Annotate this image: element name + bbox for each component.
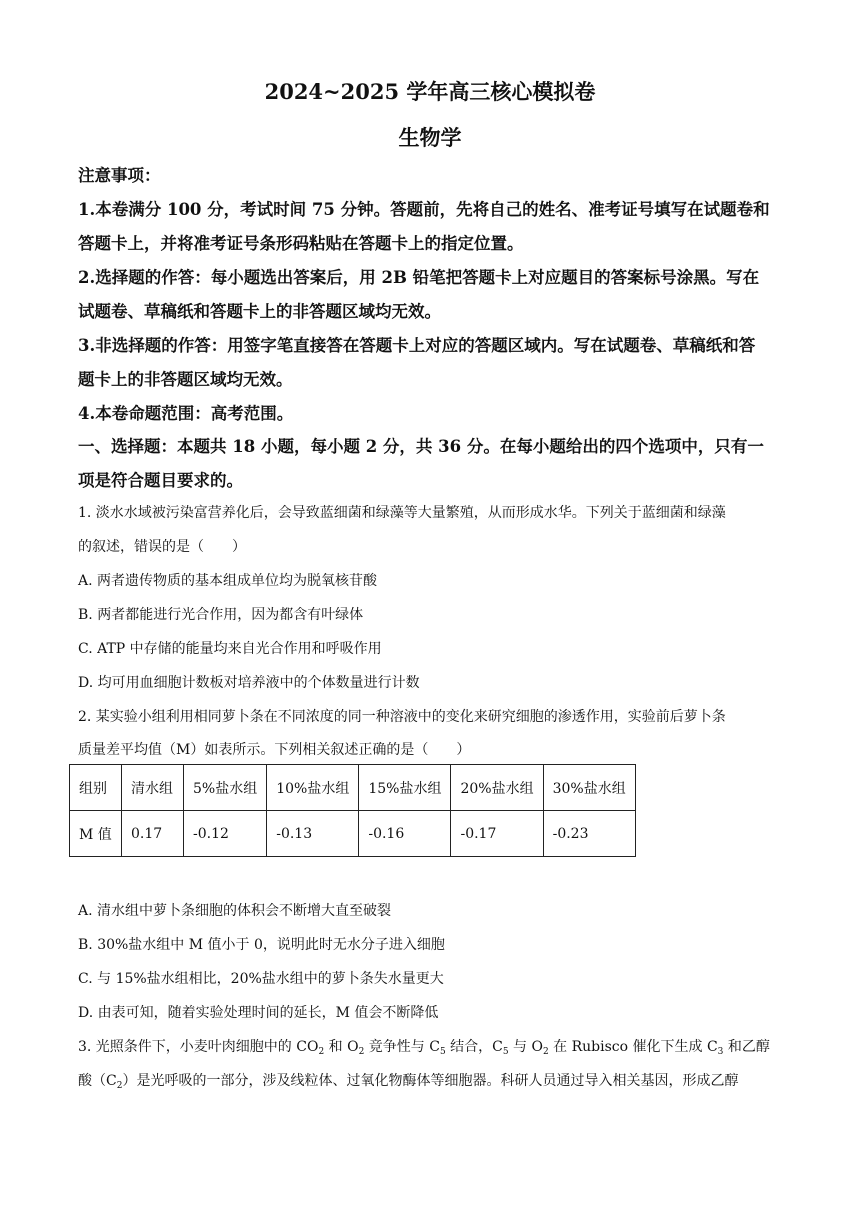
option-b: B. 30%盐水组中 M 值小于 0，说明此时无水分子进入细胞 [78,937,445,953]
section-line: 一、选择题：本题共 18 小题，每小题 2 分，共 36 分。在每小题给出的四个选项中，只有一 [78,437,764,456]
table-cell: 20%盐水组 [451,765,543,811]
notes-line: 题卡上的非答题区域均无效。 [78,370,293,389]
question-stem: 2. 某实验小组利用相同萝卜条在不同浓度的同一种溶液中的变化来研究细胞的渗透作用，实验前后萝卜条 [78,709,726,725]
notes-line: 3.非选择题的作答：用签字笔直接答在答题卡上对应的答题区域内。写在试题卷、草稿纸和答 [78,336,756,355]
table-cell: 10%盐水组 [267,765,359,811]
exam-title: 2024~2025 学年高三核心模拟卷 [264,79,596,104]
option-c: C. 与 15%盐水组相比，20%盐水组中的萝卜条失水量更大 [78,971,444,987]
table-cell: -0.23 [543,811,635,857]
table-cell: M 值 [70,811,122,857]
table-cell: 0.17 [122,811,184,857]
option-b: B. 两者都能进行光合作用，因为都含有叶绿体 [78,607,364,623]
notes-line: 答题卡上，并将准考证号条形码粘贴在答题卡上的指定位置。 [78,234,524,253]
question-stem: 3. 光照条件下，小麦叶肉细胞中的 $CO_2$ 和 $O_2$ 竞争性与 $C_5$ 结合，$C_5$ 与 $O_2$ 在 Rubisco 催化下生成 $C_3$ 和乙醇 [78,1039,770,1057]
data-table [69,764,636,857]
table-cell: 30%盐水组 [543,765,635,811]
table-cell: -0.13 [267,811,359,857]
section-line: 项是符合题目要求的。 [78,471,243,490]
notes-line: 2.选择题的作答：每小题选出答案后，用 2B 铅笔把答题卡上对应题目的答案标号涂黑。写在 [78,268,760,287]
notes-line: 试题卷、草稿纸和答题卡上的非答题区域均无效。 [78,302,441,321]
table-row [70,811,636,857]
notes-line: 4.本卷命题范围：高考范围。 [78,404,294,423]
table-cell: -0.12 [184,811,267,857]
table-cell: -0.16 [359,811,451,857]
option-a: A. 两者遗传物质的基本组成单位均为脱氧核苷酸 [78,573,378,589]
option-d: D. 由表可知，随着实验处理时间的延长，M 值会不断降低 [78,1005,439,1021]
notes-line: 1.本卷满分 100 分，考试时间 75 分钟。答题前，先将自己的姓名、准考证号填写在试题卷和 [78,200,770,219]
table-cell: 15%盐水组 [359,765,451,811]
question-stem: 酸$(C_2)$是光呼吸的一部分，涉及线粒体、过氧化物酶体等细胞器。科研人员通过导入相关基因，形成乙醇 [78,1073,739,1091]
table-cell: 组别 [70,765,122,811]
option-d: D. 均可用血细胞计数板对培养液中的个体数量进行计数 [78,675,420,691]
question-stem: 质量差平均值（M）如表所示。下列相关叙述正确的是（ ） [78,742,471,758]
question-stem: 的叙述，错误的是（ ） [78,539,246,555]
table-cell: -0.17 [451,811,543,857]
question-stem: 1. 淡水水域被污染富营养化后，会导致蓝细菌和绿藻等大量繁殖，从而形成水华。下列关于蓝细菌和绿藻 [78,505,726,521]
table-header-row [70,765,636,811]
table-cell: 清水组 [122,765,184,811]
notes-heading: 注意事项： [78,166,161,185]
table-cell: 5%盐水组 [184,765,267,811]
option-a: A. 清水组中萝卜条细胞的体积会不断增大直至破裂 [78,903,392,919]
subject-title: 生物学 [398,125,462,150]
option-c: C. ATP 中存储的能量均来自光合作用和呼吸作用 [78,641,382,657]
